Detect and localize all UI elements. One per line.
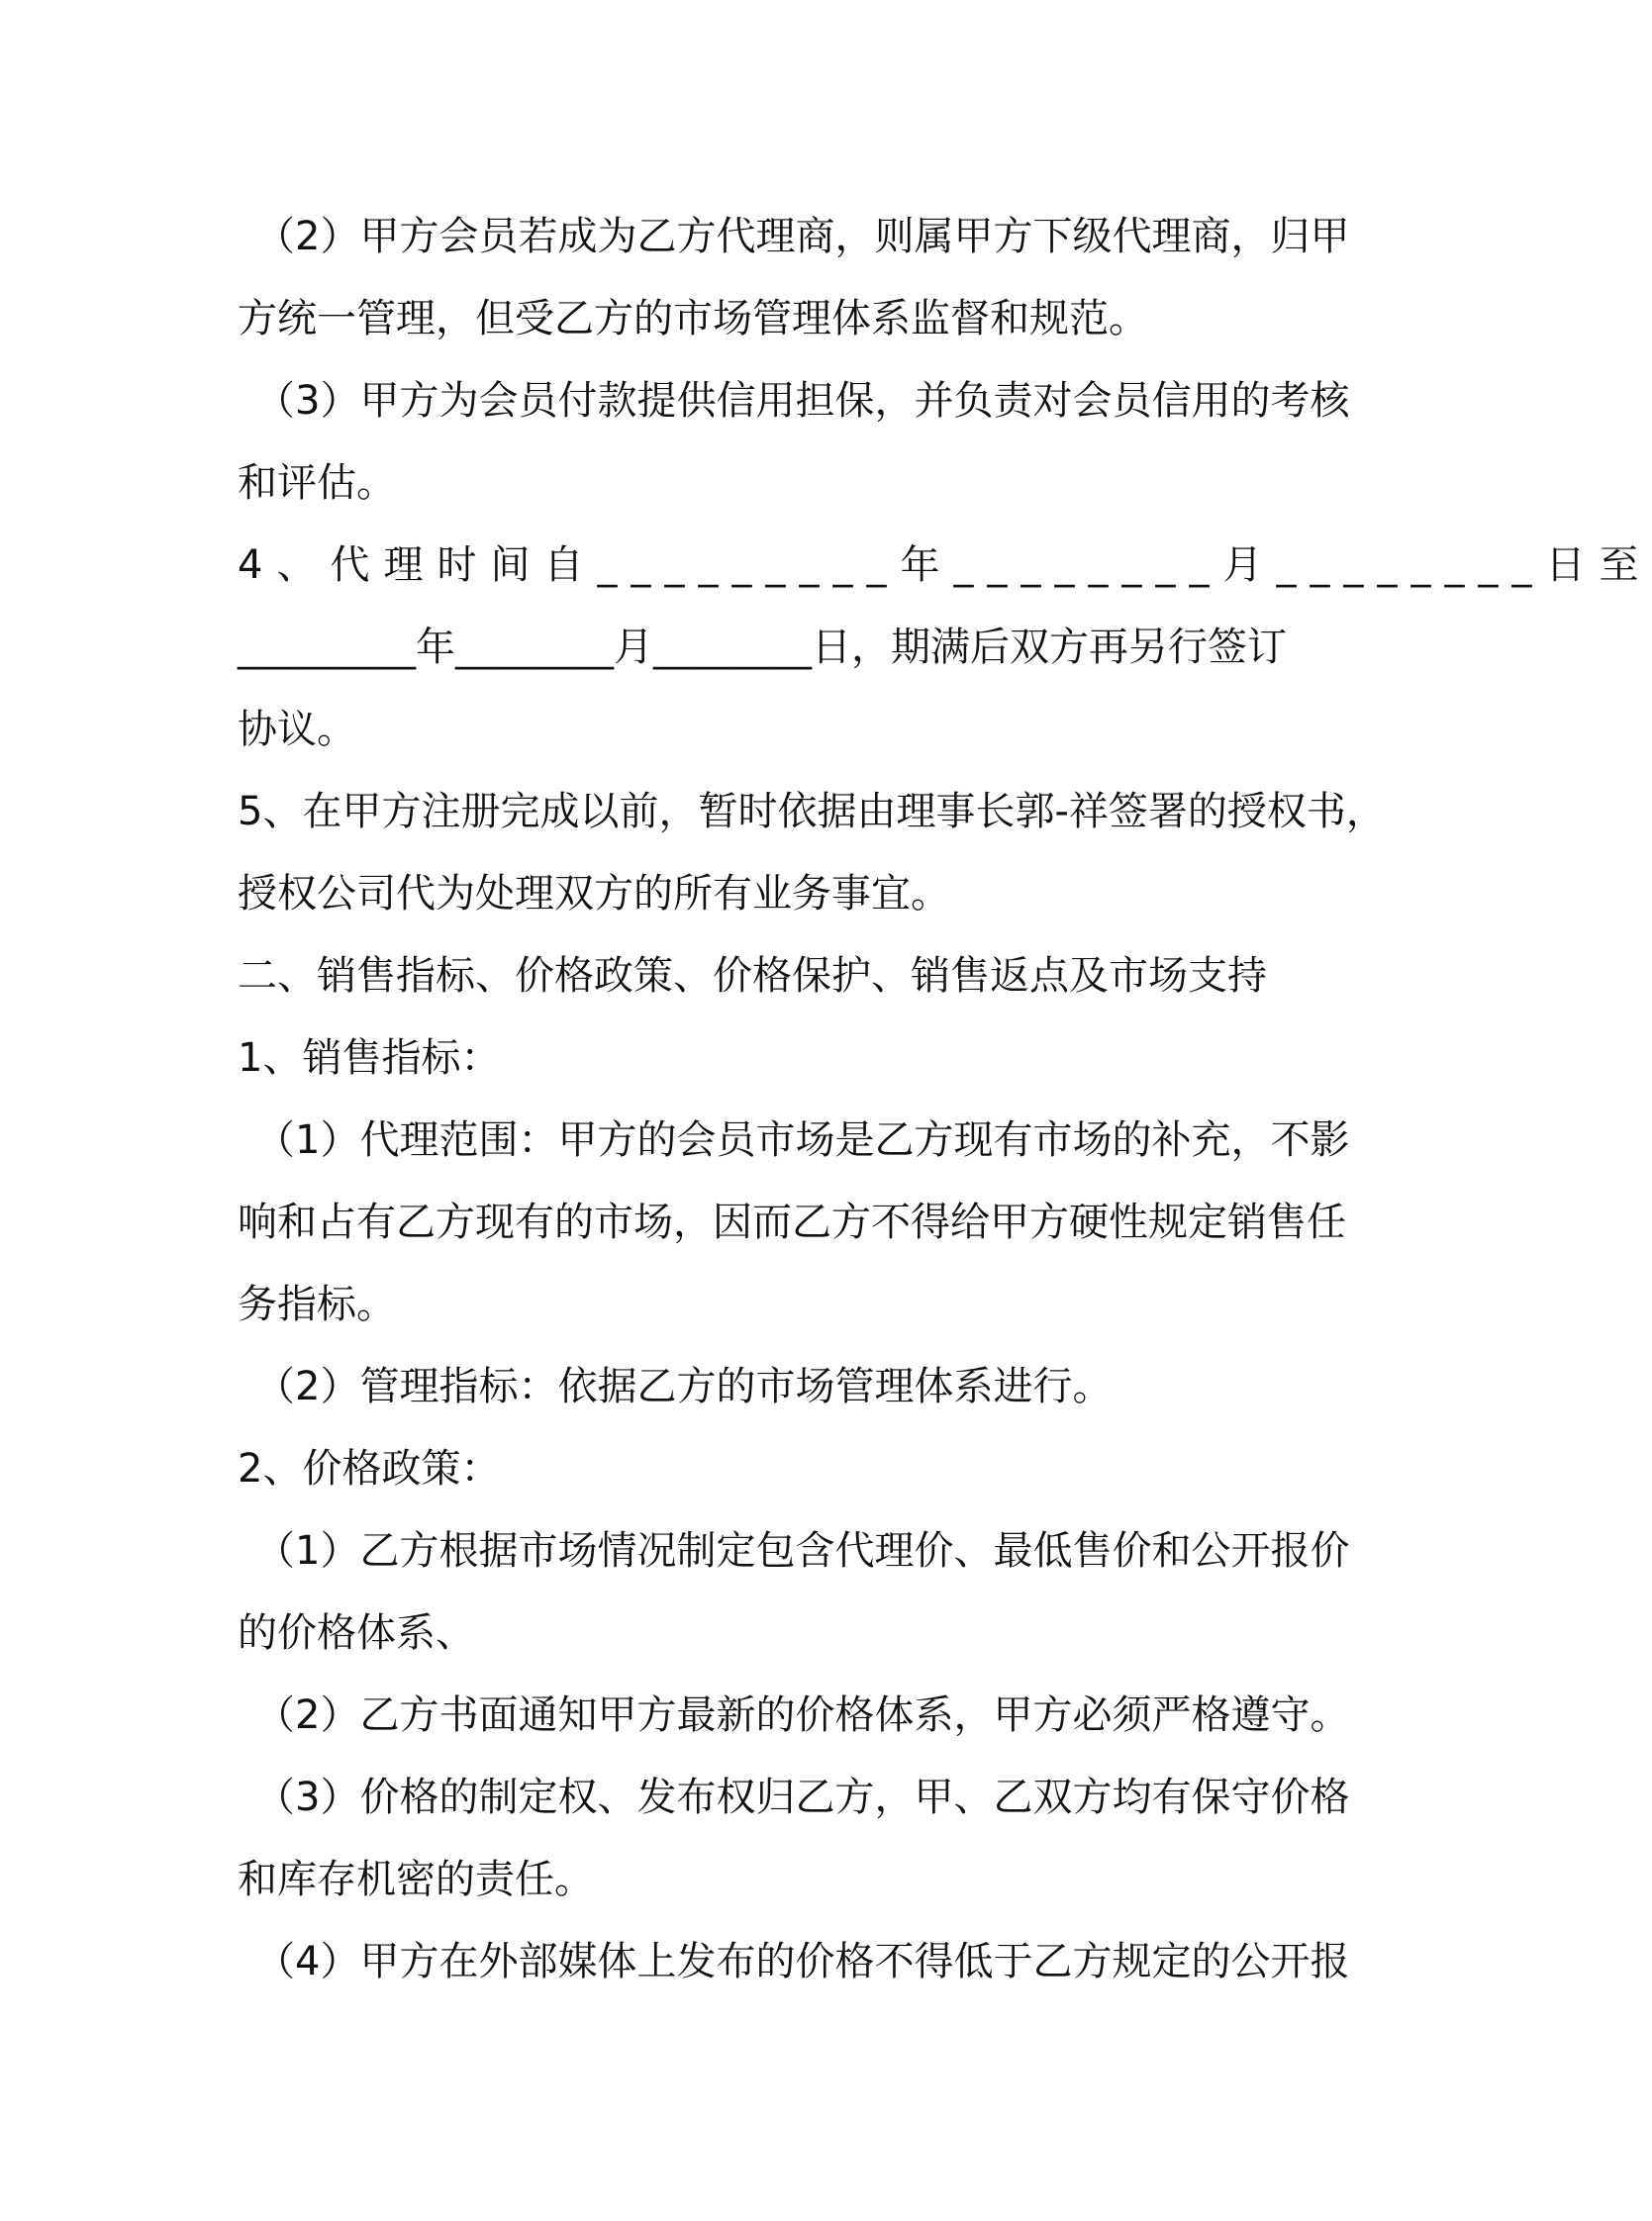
paragraph-line: （4）甲方在外部媒体上发布的价格不得低于乙方规定的公开报	[255, 1939, 1350, 1984]
paragraph-line: （2）管理指标：依据乙方的市场管理体系进行。	[255, 1364, 1113, 1409]
paragraph-line: 协议。	[238, 707, 356, 752]
paragraph-line: 和评估。	[238, 460, 396, 506]
paragraph-line: （2）甲方会员若成为乙方代理商，则属甲方下级代理商，归甲	[255, 214, 1350, 259]
paragraph-line: （3）价格的制定权、发布权归乙方，甲、乙双方均有保守价格	[255, 1775, 1350, 1820]
paragraph-line: 授权公司代为处理双方的所有业务事宜。	[238, 871, 950, 917]
document-body	[238, 196, 1652, 2003]
paragraph-line: 方统一管理，但受乙方的市场管理体系监督和规范。	[238, 296, 1148, 341]
subsection-heading: 1、销售指标：	[238, 1035, 501, 1081]
paragraph-line: 响和占有乙方现有的市场，因而乙方不得给甲方硬性规定销售任	[238, 1200, 1346, 1245]
paragraph-line: 务指标。	[238, 1282, 396, 1327]
paragraph-line: 5、在甲方注册完成以前，暂时依据由理事长郭-祥签署的授权书，	[238, 789, 1386, 834]
paragraph-line: （3）甲方为会员付款提供信用担保，并负责对会员信用的考核	[255, 378, 1350, 424]
paragraph-line: （1）代理范围：甲方的会员市场是乙方现有市场的补充，不影	[255, 1117, 1350, 1163]
paragraph-line: 的价格体系、	[238, 1610, 475, 1656]
subsection-heading: 2、价格政策：	[238, 1446, 501, 1492]
paragraph-line: （2）乙方书面通知甲方最新的价格体系，甲方必须严格遵守。	[255, 1692, 1350, 1738]
paragraph-line: 4、代理时间自_________年________月________日至	[238, 542, 1652, 588]
section-heading: 二、销售指标、价格政策、价格保护、销售返点及市场支持	[238, 953, 1267, 999]
paragraph-line: （1）乙方根据市场情况制定包含代理价、最低售价和公开报价	[255, 1528, 1350, 1574]
paragraph-line: 和库存机密的责任。	[238, 1857, 594, 1902]
paragraph-line: _________年________月________日，期满后双方再另行签订	[238, 625, 1287, 670]
